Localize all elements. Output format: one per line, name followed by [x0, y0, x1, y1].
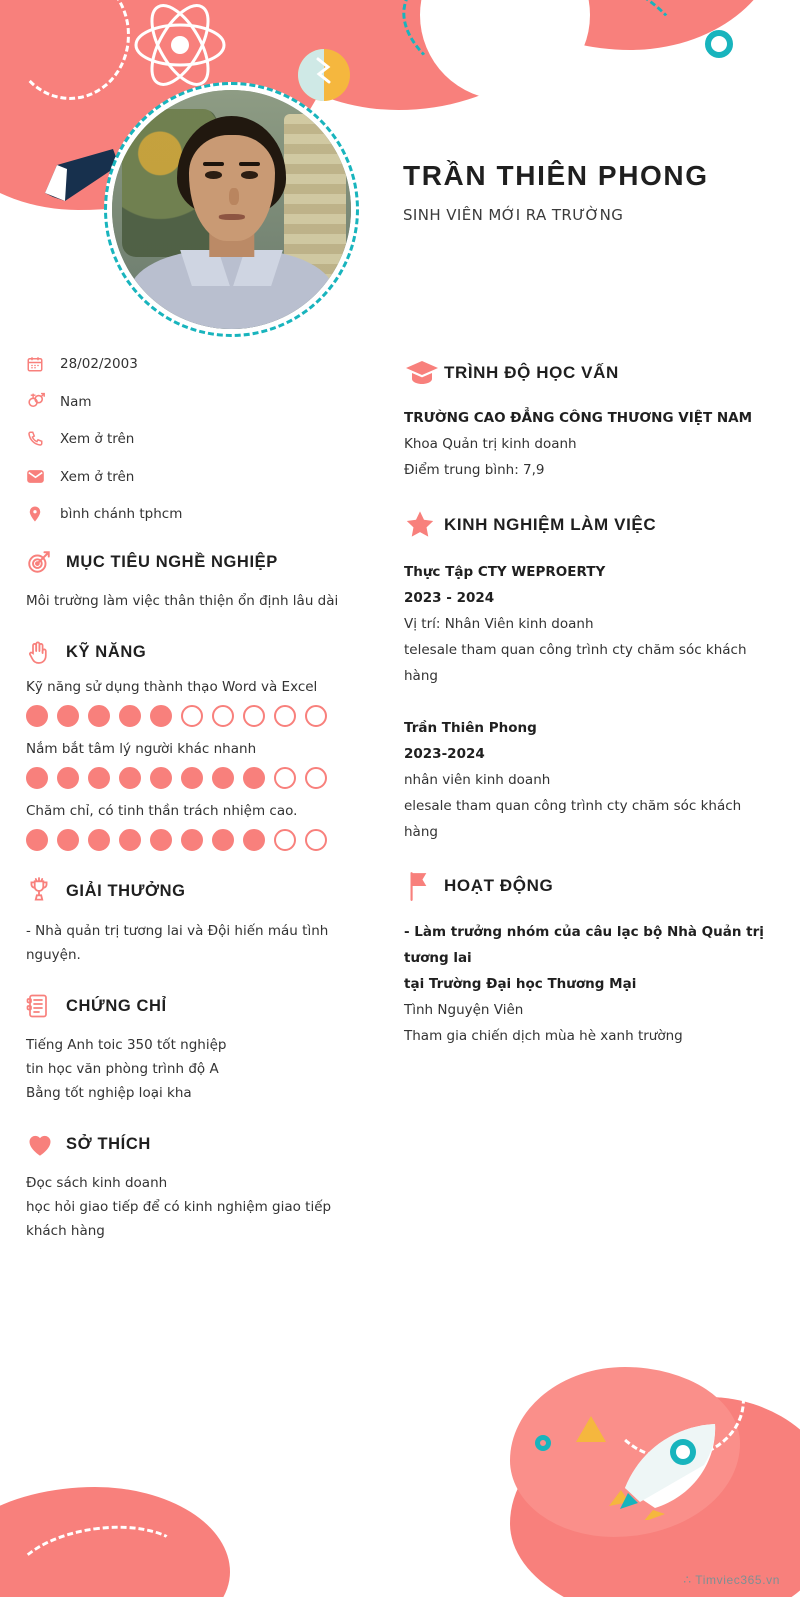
resume-footer [0, 1330, 800, 1597]
info-row-phone [26, 430, 356, 448]
name-block [403, 160, 783, 224]
info-row-location [26, 505, 356, 523]
skill-label: Nắm bắt tâm lý người khác nhanh [26, 741, 257, 757]
skill-rating [26, 705, 356, 727]
skill-dot [57, 705, 79, 727]
skill-dot [26, 829, 48, 851]
section-title: GIẢI THƯỞNG [66, 881, 186, 900]
watermark: ∴ Timviec365.vn [683, 1573, 780, 1587]
skill-dot [243, 829, 265, 851]
info-value: 28/02/2003 [60, 356, 138, 372]
skill-dot [243, 705, 265, 727]
activity-line: tại Trường Đại học Thương Mại [404, 976, 637, 992]
experience-description: elesale tham quan công trình cty chăm sóc khách hàng [404, 798, 742, 840]
info-row-birthday [26, 355, 356, 373]
skill-dot [88, 829, 110, 851]
info-row-gender [26, 392, 356, 411]
experience-company: Thực Tập CTY WEPROERTY [404, 564, 606, 580]
skill-dot [243, 767, 265, 789]
experience-period: 2023-2024 [404, 746, 485, 762]
section-title: KỸ NĂNG [66, 642, 147, 661]
resume-header [0, 0, 800, 345]
atom-icon [130, 0, 230, 95]
hobby-line: học hỏi giao tiếp để có kinh nghiệm giao tiếp [26, 1199, 332, 1215]
certificate-line: Tiếng Anh toic 350 tốt nghiệp [26, 1037, 227, 1053]
trophy-icon [26, 877, 66, 905]
education-school: TRƯỜNG CAO ĐẲNG CÔNG THƯƠNG VIỆT NAM [404, 410, 753, 426]
section-header-skills [26, 639, 356, 665]
email-icon [26, 467, 52, 486]
section-title: SỞ THÍCH [66, 1134, 151, 1153]
skill-item [26, 679, 356, 727]
job-title: SINH VIÊN MỚI RA TRƯỜNG [403, 206, 624, 224]
experience-position: Vị trí: Nhân Viên kinh doanh [404, 616, 594, 632]
section-title: KINH NGHIỆM LÀM VIỆC [444, 515, 657, 534]
target-icon [26, 549, 66, 575]
skill-dot [305, 767, 327, 789]
left-column [26, 355, 356, 1253]
skill-dot [274, 829, 296, 851]
section-header-career-objective [26, 549, 356, 575]
section-header-experience [404, 509, 772, 541]
education-gpa: Điểm trung bình: 7,9 [404, 462, 545, 478]
skill-dot [119, 767, 141, 789]
avatar [104, 82, 359, 337]
star-icon [404, 509, 444, 541]
avatar-photo [112, 90, 351, 329]
gender-icon [26, 392, 52, 411]
location-icon [26, 505, 52, 523]
right-column [404, 355, 772, 1075]
skill-dot [88, 705, 110, 727]
skill-dot [212, 829, 234, 851]
section-header-activities [404, 871, 772, 901]
hand-icon [26, 639, 66, 665]
section-title: MỤC TIÊU NGHỀ NGHIỆP [66, 552, 278, 571]
graduation-cap-icon [404, 359, 444, 387]
info-value: Xem ở trên [60, 431, 135, 447]
experience-company: Trần Thiên Phong [404, 720, 537, 736]
skill-dot [181, 767, 203, 789]
info-row-email [26, 467, 356, 486]
section-title: TRÌNH ĐỘ HỌC VẤN [444, 363, 619, 382]
info-value: bình chánh tphcm [60, 506, 183, 522]
info-value: Nam [60, 393, 92, 410]
hobby-line: khách hàng [26, 1223, 105, 1239]
skill-item [26, 741, 356, 789]
page-title: TRẦN THIÊN PHONG [403, 160, 709, 191]
skill-dot [274, 767, 296, 789]
certificate-icon [26, 993, 66, 1019]
rocket-icon [595, 1410, 745, 1520]
skill-label: Kỹ năng sử dụng thành thạo Word và Excel [26, 679, 318, 695]
skill-dot [305, 705, 327, 727]
education-major: Khoa Quản trị kinh doanh [404, 436, 577, 452]
phone-icon [26, 430, 52, 448]
section-header-certificates [26, 993, 356, 1019]
skill-dot [26, 705, 48, 727]
section-header-education [404, 359, 772, 387]
activity-line: Tình Nguyện Viên [404, 1002, 524, 1018]
skill-dot [181, 705, 203, 727]
section-header-hobbies [26, 1131, 356, 1157]
experience-period: 2023 - 2024 [404, 590, 495, 606]
skill-rating [26, 829, 356, 851]
skill-dot [181, 829, 203, 851]
activities-entry [404, 919, 772, 1049]
skill-dot [57, 767, 79, 789]
certificate-line: Bằng tốt nghiệp loại kha [26, 1085, 192, 1101]
skill-dot [150, 829, 172, 851]
skill-dot [212, 767, 234, 789]
section-title: CHỨNG CHỈ [66, 996, 167, 1015]
skill-item [26, 803, 356, 851]
career-objective-text: Môi trường làm việc thân thiện ổn định lâu dài [26, 593, 339, 609]
skill-rating [26, 767, 356, 789]
decor-teal-ring [705, 30, 733, 58]
awards-text: - Nhà quản trị tương lai và Đội hiến máu tình nguyện. [26, 923, 329, 963]
activity-line: - Làm trưởng nhóm của câu lạc bộ Nhà Quản trị tương lai [404, 924, 764, 966]
section-header-awards [26, 877, 356, 905]
experience-entry [404, 715, 772, 845]
skill-dot [88, 767, 110, 789]
decor-teal-ring-small [535, 1435, 551, 1451]
hobby-line: Đọc sách kinh doanh [26, 1175, 168, 1191]
calendar-icon [26, 355, 52, 373]
skill-dot [57, 829, 79, 851]
skill-dot [305, 829, 327, 851]
skill-dot [150, 705, 172, 727]
experience-position: nhân viên kinh doanh [404, 772, 551, 788]
section-title: HOẠT ĐỘNG [444, 876, 554, 895]
skill-dot [26, 767, 48, 789]
experience-entry [404, 559, 772, 689]
education-entry [404, 405, 772, 483]
info-value: Xem ở trên [60, 468, 135, 485]
skill-dot [274, 705, 296, 727]
heart-icon [26, 1131, 66, 1157]
activity-line: Tham gia chiến dịch mùa hè xanh trường [404, 1028, 683, 1044]
certificate-line: tin học văn phòng trình độ A [26, 1061, 219, 1077]
skill-dot [212, 705, 234, 727]
flag-icon [404, 871, 444, 901]
skill-label: Chăm chỉ, có tinh thần trách nhiệm cao. [26, 803, 298, 819]
skill-dot [119, 829, 141, 851]
skill-dot [150, 767, 172, 789]
experience-description: telesale tham quan công trình cty chăm sóc khách hàng [404, 642, 747, 684]
skill-dot [119, 705, 141, 727]
